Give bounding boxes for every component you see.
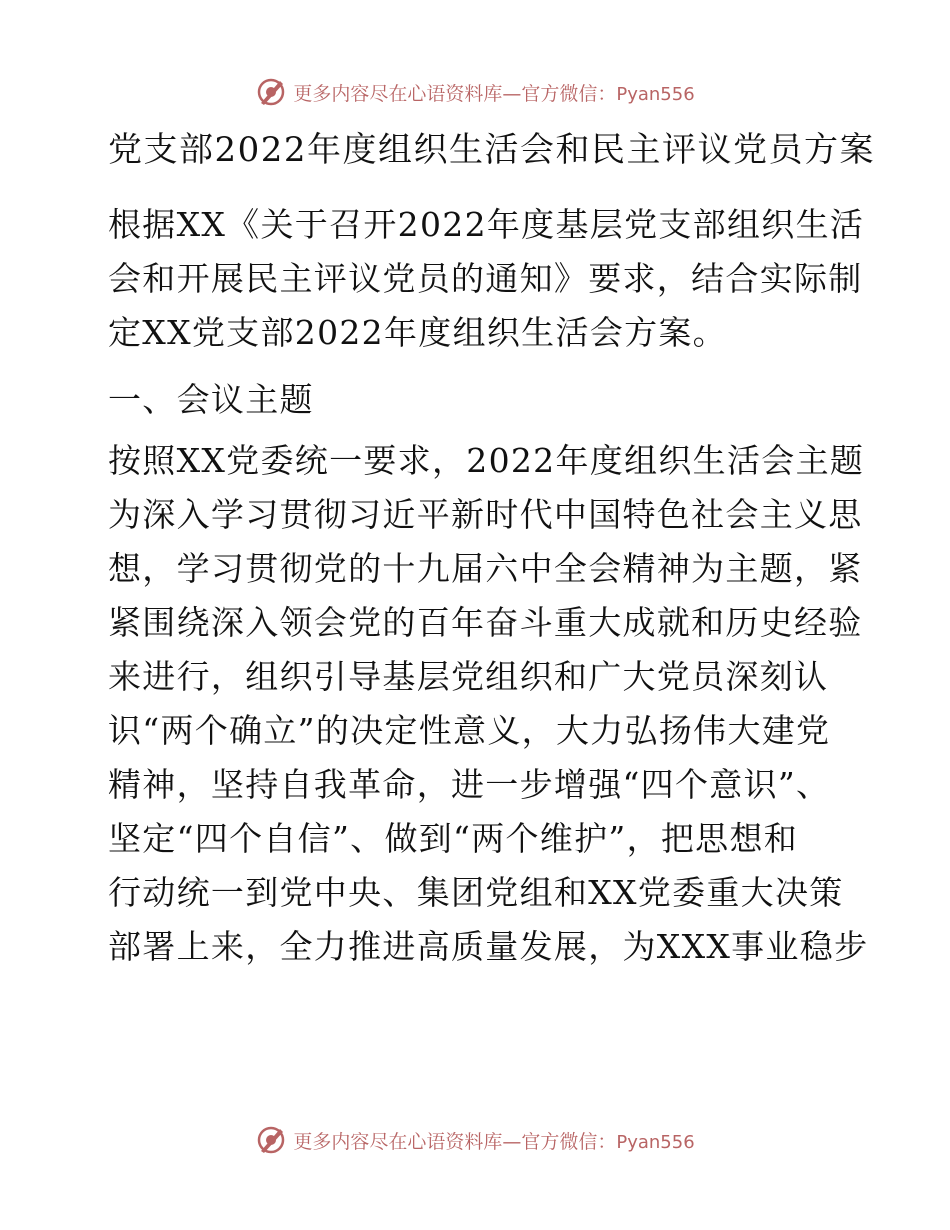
document-body bbox=[98, 122, 876, 974]
watermark-banner-bottom bbox=[0, 1120, 950, 1160]
text-line: 精神，坚持自我革命，进一步增强“四个意识”、 bbox=[108, 765, 831, 804]
text-line: 行动统一到党中央、集团党组和XX党委重大决策 bbox=[108, 873, 844, 912]
text-line: 坚定“四个自信”、做到“两个维护”，把思想和 bbox=[108, 819, 799, 858]
watermark-banner-top bbox=[0, 72, 950, 112]
text-line: 识“两个确立”的决定性意义，大力弘扬伟大建党 bbox=[108, 711, 831, 750]
red-pen-circle-logo-icon bbox=[255, 76, 287, 108]
text-line: 想，学习贯彻党的十九届六中全会精神为主题，紧 bbox=[108, 549, 863, 588]
document-title: 党支部2022年度组织生活会和民主评议党员方案 bbox=[108, 130, 876, 170]
text-line: 部署上来，全力推进高质量发展，为XXX事业稳步 bbox=[108, 927, 869, 966]
section-paragraph bbox=[98, 434, 869, 974]
watermark-text: 更多内容尽在心语资料库—官方微信：Pyan556 bbox=[293, 1130, 695, 1153]
text-line: 紧围绕深入领会党的百年奋斗重大成就和历史经验 bbox=[108, 603, 863, 642]
text-line: 定XX党支部2022年度组织生活会方案。 bbox=[108, 313, 727, 352]
intro-paragraph bbox=[98, 198, 865, 360]
red-pen-circle-logo-icon bbox=[255, 1124, 287, 1156]
text-line: 来进行，组织引导基层党组织和广大党员深刻认 bbox=[108, 657, 829, 696]
text-line: 按照XX党委统一要求，2022年度组织生活会主题 bbox=[108, 441, 865, 480]
text-line: 根据XX《关于召开2022年度基层党支部组织生活 bbox=[108, 205, 865, 244]
watermark-text: 更多内容尽在心语资料库—官方微信：Pyan556 bbox=[293, 82, 695, 105]
text-line: 为深入学习贯彻习近平新时代中国特色社会主义思 bbox=[108, 495, 863, 534]
section-heading: 一、会议主题 bbox=[108, 380, 314, 419]
text-line: 会和开展民主评议党员的通知》要求，结合实际制 bbox=[108, 259, 863, 298]
